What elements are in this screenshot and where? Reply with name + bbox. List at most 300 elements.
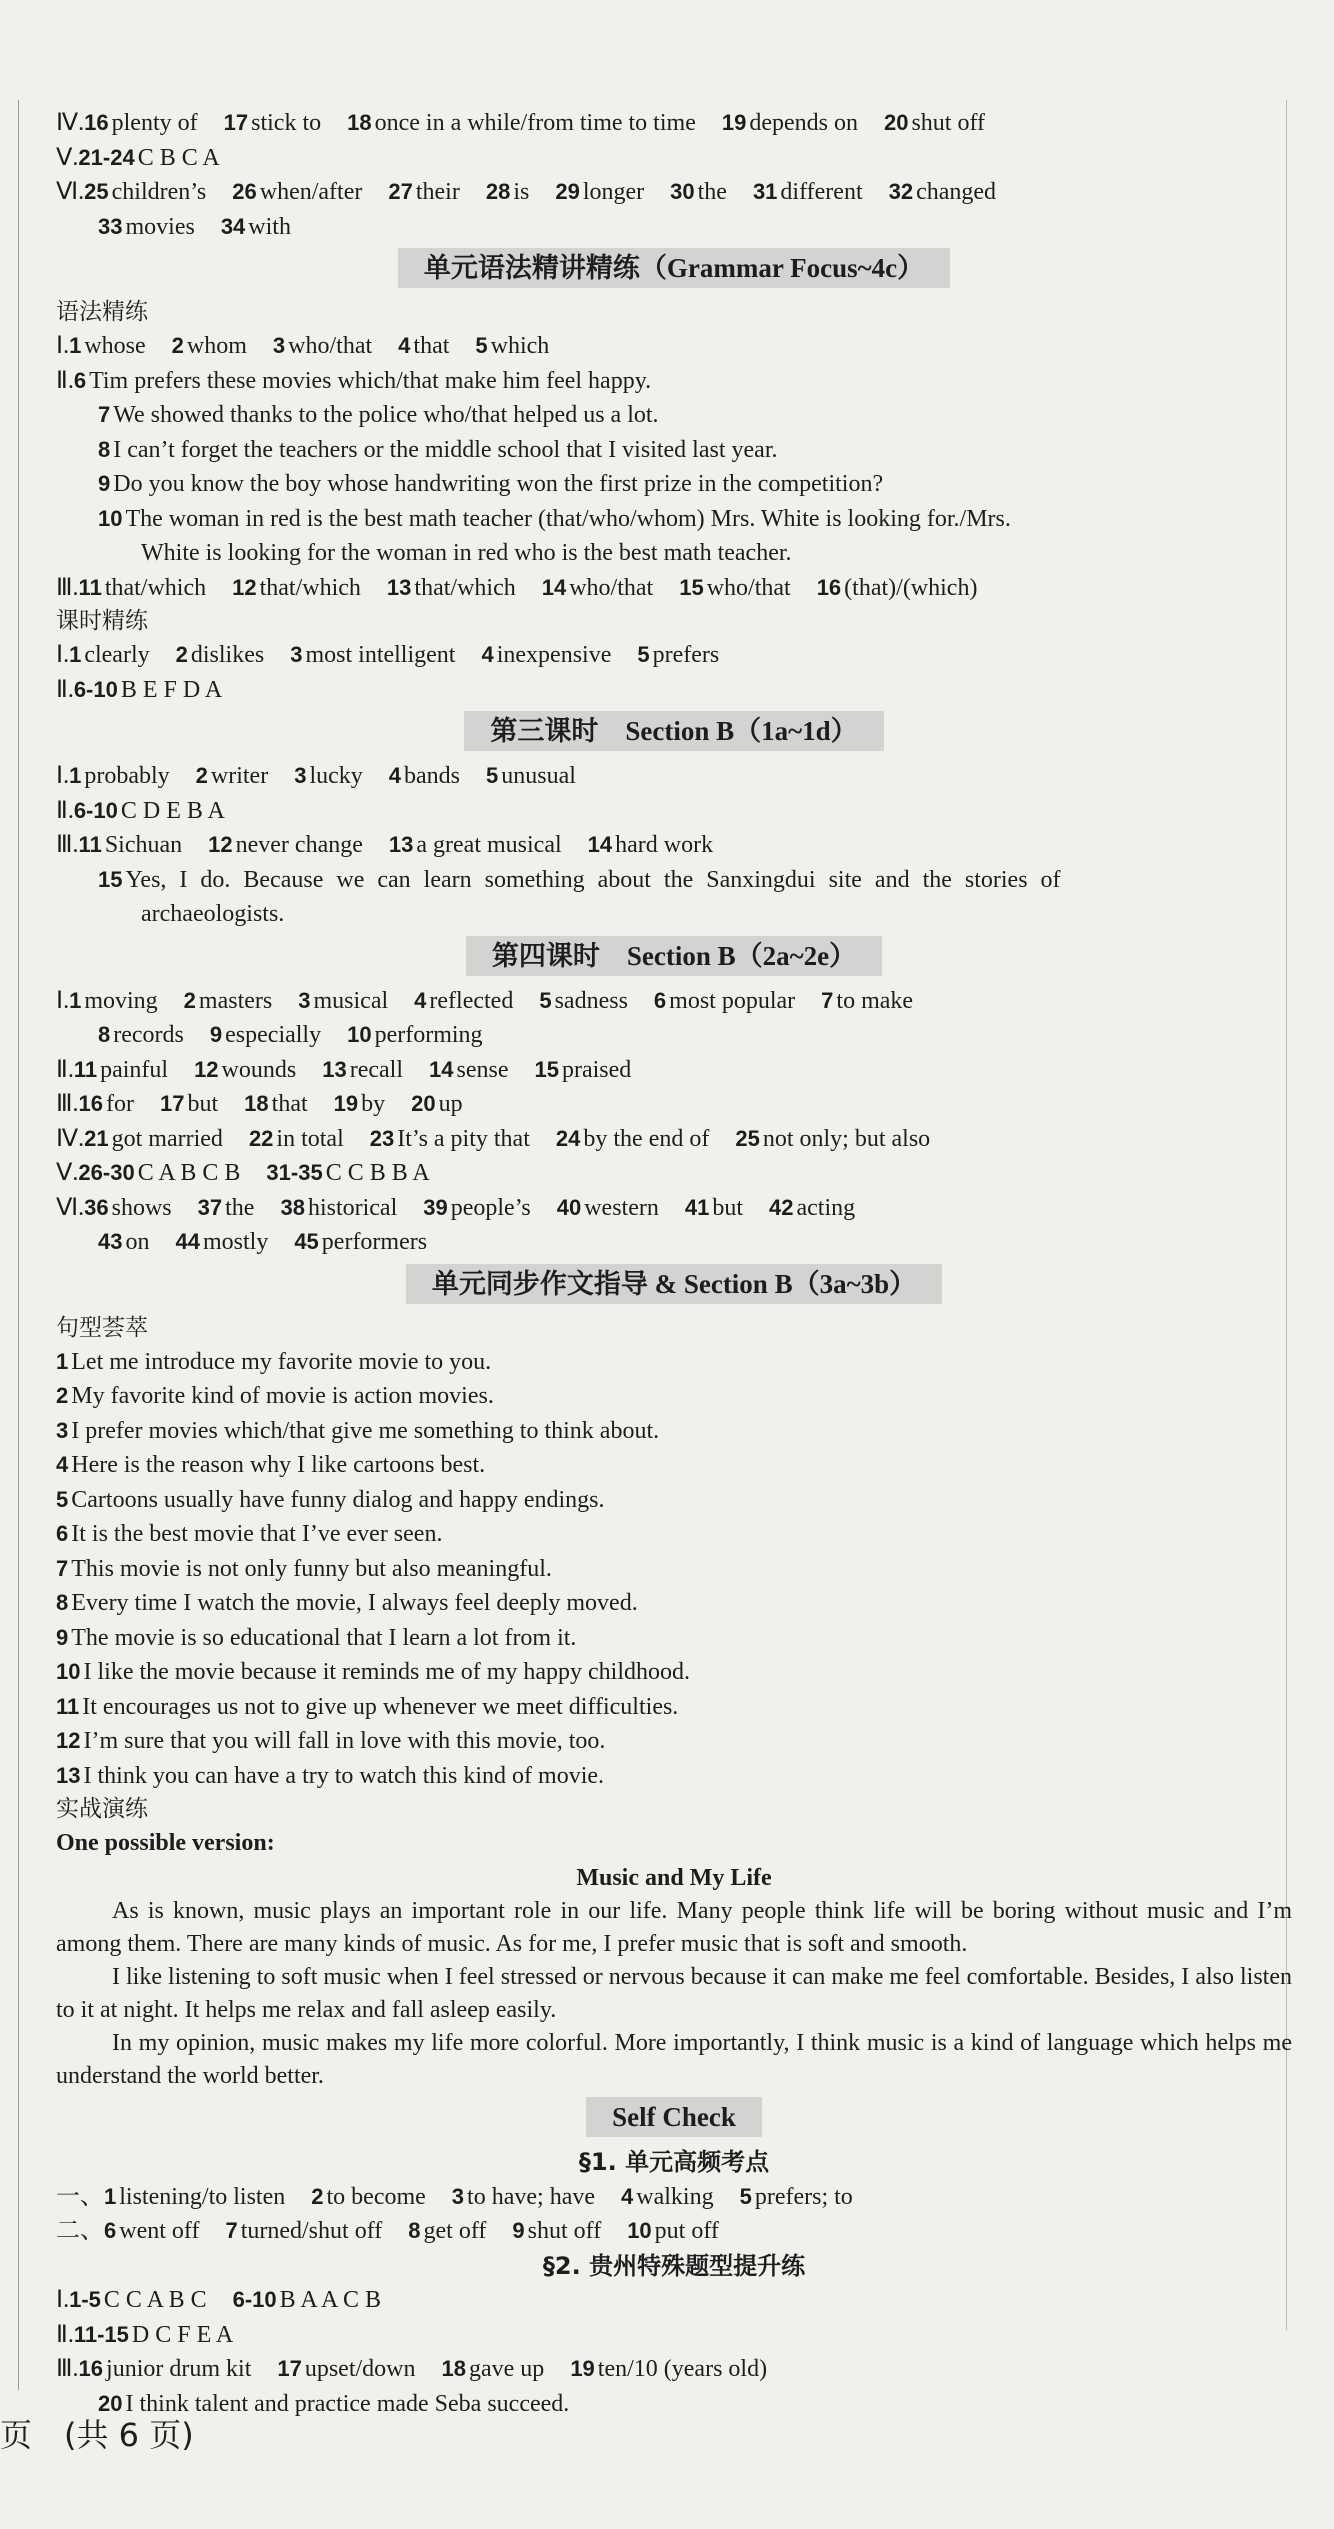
item-answer: once in a while/from time to time [374, 110, 696, 136]
answer-item [290, 642, 455, 668]
item-answer: that/which [414, 574, 516, 601]
item-answer: Do you know the boy whose handwriting won the first prize in the competition? [113, 471, 884, 497]
item-number: 6-10 [73, 797, 118, 823]
item-number: 2 [311, 2183, 324, 2209]
item-answer: with [248, 213, 291, 240]
item-number: 31 [752, 179, 778, 204]
answer-row [56, 984, 1292, 1019]
row-prefix: 二、 [56, 2218, 104, 2244]
item-number: 13 [56, 1762, 81, 1788]
answer-item [817, 575, 978, 601]
left-margin-rule [18, 100, 19, 2390]
answer-row [56, 329, 1292, 364]
item-answer: prefers [652, 642, 720, 668]
sentence-item [56, 1414, 1292, 1449]
section-header-self-check: Self Check [56, 2095, 1292, 2143]
item-answer: gave up [469, 2356, 545, 2382]
item-answer: B A A C B [279, 2287, 382, 2313]
item-number: 1 [104, 2183, 117, 2209]
sentence-text: Let me introduce my favorite movie to you. [71, 1348, 492, 1375]
answer-row [56, 210, 1292, 245]
answer-row [56, 433, 1292, 468]
answer-content [56, 106, 1292, 2421]
item-number: 12 [194, 1056, 219, 1082]
answer-item [347, 1022, 482, 1048]
answer-item [889, 179, 996, 205]
item-number: 6 [104, 2218, 117, 2243]
answer-item [273, 333, 372, 359]
answer-item [225, 2218, 382, 2244]
answer-item [104, 2184, 285, 2210]
answer-row-10: 10 The woman in red is the best math teacher (that/who/whom) Mrs. White is looking for./Mrs. [98, 505, 1011, 532]
answer-item [555, 179, 644, 205]
answer-item [78, 1160, 240, 1186]
item-number: 28 [485, 179, 511, 204]
item-number: 39 [423, 1194, 448, 1220]
item-answer: moving [84, 987, 158, 1014]
answer-item [534, 1057, 631, 1083]
item-answer: praised [561, 1056, 632, 1083]
answer-item [98, 1022, 184, 1048]
item-number: 6 [73, 367, 87, 393]
item-answer: turned/shut off [240, 2218, 383, 2244]
answer-row [56, 2352, 1292, 2387]
answer-row [56, 175, 1292, 210]
item-answer: reflected [429, 987, 514, 1014]
answer-item [570, 2356, 767, 2382]
item-number: 18 [347, 110, 372, 135]
essay-paragraph: I like listening to soft music when I feel stressed or nervous because it can make me feel comfortable. Besides, I also listen to it at night. It helps me relax and fall asleep easily. [56, 1964, 1292, 2023]
answer-item [298, 988, 388, 1014]
answer-item [389, 763, 460, 789]
item-answer: C B C A [137, 144, 220, 171]
version-label: One possible version: [56, 1830, 275, 1856]
row-prefix: Ⅱ. [56, 367, 74, 394]
sentence-item [56, 1724, 1292, 1759]
item-answer: especially [225, 1022, 322, 1048]
answer-item [98, 1229, 149, 1255]
item-answer: (that)/(which) [844, 574, 978, 601]
item-number: 4 [388, 763, 402, 788]
answer-item [294, 1229, 427, 1255]
item-answer: C A B C B [137, 1160, 241, 1186]
row-prefix: Ⅰ. [56, 2287, 70, 2313]
item-answer: who/that [288, 333, 373, 359]
item-number: 7 [98, 402, 111, 427]
answer-row [56, 1191, 1292, 1226]
item-answer: painful [100, 1056, 169, 1083]
item-answer: for [106, 1091, 135, 1117]
item-number: 2 [171, 333, 184, 358]
item-answer: who/that [569, 574, 654, 601]
answer-row [56, 2283, 1292, 2318]
answer-item [184, 988, 273, 1014]
item-number: 16 [78, 2356, 104, 2381]
item-answer: movies [125, 213, 195, 240]
essay-title: Music and My Life [576, 1864, 772, 1891]
item-answer: that/which [104, 574, 207, 601]
answer-item [556, 1126, 709, 1152]
item-answer: clearly [84, 642, 150, 668]
sentence-text: This movie is not only funny but also meaningful. [71, 1555, 552, 1582]
item-number: 1 [69, 763, 82, 788]
item-number: 5 [56, 1486, 69, 1512]
answer-row [56, 2180, 1292, 2215]
item-number: 2 [183, 987, 196, 1013]
item-answer: ten/10 (years old) [597, 2356, 768, 2382]
item-answer: inexpensive [496, 642, 612, 668]
row-prefix: Ⅲ. [56, 574, 79, 601]
answer-item [79, 1091, 134, 1117]
answer-item [233, 2287, 381, 2313]
answer-item [280, 1195, 397, 1221]
self-check-part2-title: §2. 贵州特殊题型提升练 [542, 2251, 806, 2280]
answer-item [104, 2218, 199, 2244]
answer-item [670, 179, 727, 205]
answer-item [621, 2184, 714, 2210]
essay-body [56, 1895, 1292, 2093]
item-number: 14 [587, 832, 613, 857]
item-number: 32 [888, 179, 914, 204]
item-answer: I can’t forget the teachers or the middle school that I visited last year. [113, 436, 778, 463]
item-number: 4 [414, 987, 427, 1013]
item-answer: the [697, 179, 727, 205]
item-number: 15 [534, 1056, 559, 1082]
answer-item [481, 642, 611, 668]
sentence-text: I’m sure that you will fall in love with this movie, too. [83, 1728, 606, 1754]
answer-row-20: 20 I think talent and practice made Seba succeed. [98, 2390, 570, 2417]
essay-paragraph: In my opinion, music makes my life more colorful. More importantly, I think music is a kind of language which helps me understand the world better. [56, 2030, 1292, 2089]
answer-item [539, 988, 628, 1014]
page-footer: 页 (共 6 页) [0, 2416, 194, 2454]
item-number: 5 [539, 987, 552, 1013]
item-answer: records [113, 1022, 184, 1048]
sentence-item [56, 1586, 1292, 1621]
item-number: 2 [56, 1383, 69, 1408]
answer-item [334, 1091, 385, 1117]
answer-item [370, 1126, 530, 1152]
answer-item [389, 832, 562, 858]
item-answer: is [513, 179, 530, 205]
item-answer: by [361, 1091, 386, 1117]
item-number: 10 [347, 1022, 372, 1047]
answer-row [56, 1122, 1292, 1157]
item-answer: shut off [911, 110, 986, 136]
item-answer: on [125, 1229, 150, 1255]
item-number: 29 [555, 179, 580, 204]
item-answer: C C B B A [325, 1160, 430, 1186]
item-answer: different [780, 179, 863, 205]
item-number: 2 [175, 642, 188, 667]
answer-item [735, 1126, 930, 1152]
answer-item [69, 642, 150, 668]
item-answer: B E F D A [120, 676, 223, 703]
sentence-text: The movie is so educational that I learn a lot from it. [71, 1624, 577, 1651]
item-answer: but [187, 1091, 219, 1117]
item-answer: stick to [251, 110, 322, 136]
item-answer: longer [582, 179, 645, 205]
item-answer: not only; but also [762, 1125, 931, 1152]
item-number: 13 [322, 1056, 347, 1082]
sentence-item [56, 1621, 1292, 1656]
answer-row [56, 106, 1292, 141]
item-answer: D C F E A [131, 2321, 234, 2348]
item-answer: masters [198, 987, 273, 1014]
item-answer: dislikes [190, 642, 265, 668]
item-answer: recall [349, 1056, 403, 1083]
answer-item [486, 763, 576, 789]
answer-item [423, 1195, 530, 1221]
item-number: 20 [883, 110, 909, 135]
answer-row [56, 141, 1292, 176]
item-number: 30 [670, 179, 695, 204]
item-number: 20 [411, 1091, 436, 1116]
sentence-item [56, 1690, 1292, 1725]
item-answer: but [712, 1194, 743, 1221]
section-header-lesson4: 第四课时 Section B（2a~2e） [56, 934, 1292, 982]
answer-item [79, 832, 183, 858]
item-number: 15 [679, 574, 704, 600]
answer-item [69, 2287, 207, 2313]
item-answer: which [490, 333, 550, 359]
item-number: 38 [280, 1194, 305, 1220]
answer-item [398, 333, 449, 359]
item-number: 6-10 [232, 2287, 277, 2312]
item-number: 37 [197, 1194, 223, 1220]
item-answer: whom [186, 333, 247, 359]
answer-item [414, 988, 513, 1014]
item-answer: musical [313, 987, 389, 1014]
item-number: 4 [56, 1452, 69, 1477]
item-answer: went off [119, 2218, 200, 2244]
item-answer: wounds [221, 1056, 297, 1083]
item-number: 9 [209, 1022, 223, 1047]
item-number: 25 [84, 179, 109, 204]
row-prefix: Ⅵ. [56, 1194, 85, 1221]
item-number: 1 [56, 1348, 69, 1374]
sentence-text: My favorite kind of movie is action movies. [71, 1383, 494, 1409]
item-answer: shut off [527, 2218, 602, 2244]
item-answer: unusual [501, 763, 576, 789]
item-answer: most popular [669, 987, 796, 1014]
answer-item [208, 832, 363, 858]
item-number: 5 [637, 642, 650, 667]
sentence-item [56, 1552, 1292, 1587]
sentence-item [56, 1483, 1292, 1518]
item-answer: C D E B A [120, 797, 225, 824]
item-answer: western [584, 1194, 659, 1221]
item-answer: sense [456, 1056, 509, 1083]
item-number: 26-30 [78, 1160, 135, 1185]
answer-row [56, 364, 1292, 399]
item-number: 45 [294, 1229, 319, 1254]
item-number: 3 [56, 1417, 69, 1443]
item-number: 1 [69, 642, 82, 667]
item-answer: bands [404, 763, 461, 789]
item-number: 4 [481, 642, 494, 667]
item-number: 18 [244, 1091, 269, 1116]
answer-row-10-cont: White is looking for the woman in red who is the best math teacher. [141, 540, 792, 566]
answer-item [176, 642, 265, 668]
item-number: 24 [555, 1125, 581, 1151]
answer-item [74, 2322, 233, 2348]
item-number: 23 [369, 1125, 395, 1151]
item-number: 5 [739, 2183, 752, 2209]
sentence-item [56, 1345, 1292, 1380]
row-prefix: Ⅳ. [56, 1125, 85, 1152]
item-number: 1-5 [69, 2287, 101, 2312]
sentence-item [56, 1379, 1292, 1414]
answer-item [79, 2356, 252, 2382]
item-answer: got married [111, 1125, 223, 1152]
answer-item [74, 798, 225, 824]
item-answer: children’s [111, 179, 207, 205]
item-number: 3 [298, 987, 311, 1013]
answer-item [84, 179, 206, 205]
row-prefix: Ⅵ. [56, 179, 85, 205]
answer-row [56, 673, 1292, 708]
item-answer: whose [84, 333, 146, 359]
subheading-grammar-practice: 语法精练 [56, 299, 148, 325]
answer-item [627, 2218, 719, 2244]
answer-row-15: 15 Yes, I do. Because we can learn something about the Sanxingdui site and the stories of [98, 866, 1061, 893]
answer-item [769, 1195, 855, 1221]
item-answer: sadness [554, 987, 628, 1014]
item-number: 27 [388, 179, 413, 204]
answer-item [588, 832, 713, 858]
item-answer: most intelligent [305, 642, 456, 668]
answer-row [56, 1018, 1292, 1053]
item-number: 8 [98, 436, 111, 462]
item-number: 19 [570, 2356, 595, 2381]
item-number: 22 [248, 1125, 274, 1151]
section-header-grammar: 单元语法精讲精练（Grammar Focus~4c） [56, 246, 1292, 294]
item-number: 6 [56, 1521, 69, 1546]
answer-item [753, 179, 863, 205]
answer-row [56, 2214, 1292, 2249]
item-number: 11 [78, 832, 102, 857]
item-answer: performers [321, 1229, 428, 1255]
item-number: 8 [98, 1022, 111, 1047]
sentence-text: Every time I watch the movie, I always feel deeply moved. [71, 1590, 638, 1616]
item-number: 31-35 [266, 1160, 323, 1185]
answer-item [542, 575, 653, 601]
answer-item [84, 1126, 223, 1152]
item-answer: in total [276, 1125, 344, 1152]
item-answer: get off [423, 2218, 487, 2244]
answer-item [69, 763, 170, 789]
item-answer: performing [374, 1022, 483, 1048]
answer-row [56, 571, 1292, 606]
answer-item [84, 110, 197, 136]
item-answer: acting [796, 1194, 856, 1221]
item-answer: listening/to listen [119, 2183, 286, 2210]
item-number: 7 [821, 987, 834, 1013]
answer-item [266, 1160, 429, 1186]
item-number: 17 [277, 2356, 302, 2381]
answer-item [679, 575, 790, 601]
item-number: 6 [653, 987, 667, 1013]
item-number: 6-10 [73, 676, 118, 702]
item-answer: their [415, 179, 460, 205]
answer-item [277, 2356, 415, 2382]
row-prefix: 一、 [56, 2183, 104, 2210]
answer-item [322, 1057, 403, 1083]
answer-item [221, 214, 291, 240]
section-header-lesson3: 第三课时 Section B（1a~1d） [56, 709, 1292, 757]
item-number: 26 [232, 179, 257, 204]
sentence-text: It is the best movie that I’ve ever seen. [71, 1521, 443, 1547]
answer-item [194, 1057, 296, 1083]
answer-row [56, 398, 1292, 433]
row-prefix: Ⅰ. [56, 987, 70, 1014]
answer-item [84, 1195, 172, 1221]
answer-item [232, 575, 361, 601]
item-answer: junior drum kit [106, 2356, 252, 2382]
item-answer: lucky [309, 763, 363, 789]
answer-row [56, 638, 1292, 673]
item-answer: probably [84, 763, 170, 789]
subheading-sentences: 句型荟萃 [56, 1314, 148, 1341]
answer-item [637, 642, 719, 668]
answer-item [160, 1091, 218, 1117]
item-answer: that [413, 333, 450, 359]
item-number: 10 [56, 1659, 81, 1684]
item-answer: up [438, 1091, 463, 1117]
item-number: 9 [512, 2218, 525, 2243]
answer-item [294, 763, 363, 789]
item-number: 21-24 [78, 144, 135, 170]
self-check-part1-title: §1. 单元高频考点 [578, 2148, 770, 2176]
row-prefix: Ⅰ. [56, 333, 70, 359]
item-number: 14 [541, 574, 567, 600]
item-number: 16 [78, 1091, 104, 1116]
item-number: 34 [220, 213, 246, 239]
answer-item [740, 2184, 853, 2210]
row-prefix: Ⅰ. [56, 763, 70, 789]
item-answer: to become [326, 2183, 426, 2210]
item-number: 14 [429, 1056, 454, 1082]
sentence-text: I like the movie because it reminds me of my happy childhood. [83, 1659, 690, 1685]
item-answer: by the end of [583, 1125, 710, 1152]
item-number: 44 [175, 1229, 200, 1254]
item-number: 7 [56, 1555, 69, 1581]
item-number: 13 [388, 832, 414, 857]
item-number: 7 [225, 2218, 238, 2243]
answer-item [311, 2184, 426, 2210]
sentence-text: I prefer movies which/that give me something to think about. [71, 1417, 660, 1444]
answer-item [69, 988, 158, 1014]
item-number: 2 [195, 763, 208, 788]
item-answer: never change [235, 832, 363, 858]
answer-row [56, 828, 1292, 863]
row-prefix: Ⅰ. [56, 642, 70, 668]
answer-row [56, 1225, 1292, 1260]
sentence-item [56, 1759, 1292, 1794]
answer-item [388, 179, 459, 205]
sentence-text: Here is the reason why I like cartoons best. [71, 1452, 486, 1478]
item-number: 4 [621, 2183, 634, 2209]
item-answer: changed [916, 179, 997, 205]
item-answer: writer [210, 763, 269, 789]
sentence-item [56, 1655, 1292, 1690]
answer-item [821, 988, 913, 1014]
answer-item [249, 1126, 344, 1152]
answer-item [69, 333, 146, 359]
item-number: 11 [56, 1693, 80, 1719]
item-answer: people’s [450, 1194, 531, 1221]
item-number: 17 [160, 1091, 185, 1116]
